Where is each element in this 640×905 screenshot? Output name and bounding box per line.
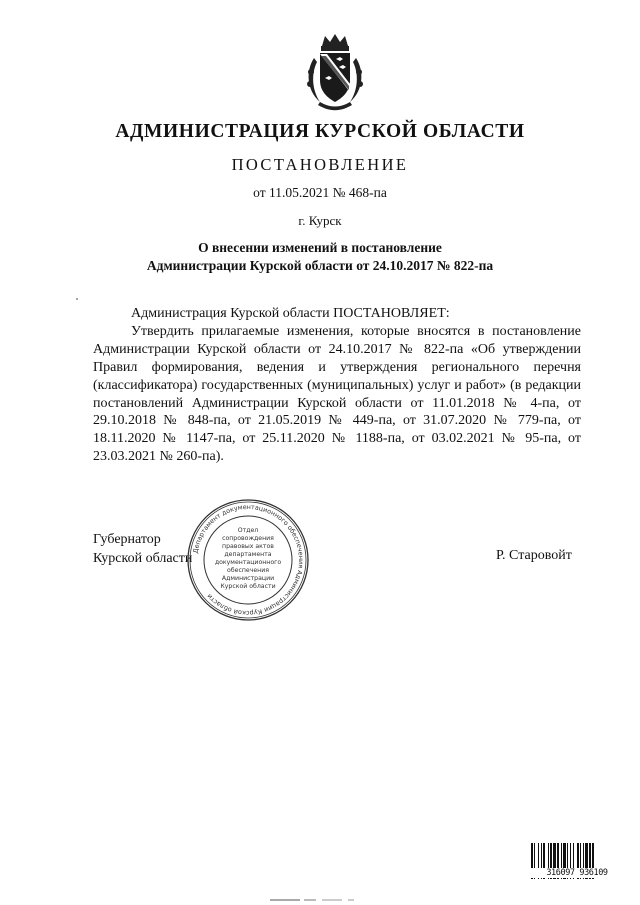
signatory-title [93, 530, 192, 568]
organization-title: АДМИНИСТРАЦИЯ КУРСКОЙ ОБЛАСТИ [115, 121, 525, 142]
stamp-inner-line: Курской области [220, 583, 276, 590]
document-date-number: от 11.05.2021 № 468-па [253, 185, 387, 200]
barcode-number: 316097 936109 [531, 868, 623, 878]
stamp-inner-line: правовых актов [222, 543, 274, 550]
stamp-inner-line: обеспечения [227, 567, 269, 574]
scan-speck [76, 298, 78, 300]
stamp-ring-text: Департамент документационного обеспечения Администрации Курской области [191, 502, 306, 618]
signatory-title-line-1: Губернатор [93, 532, 161, 547]
subject-line-1: О внесении изменений в постановление [198, 240, 442, 255]
footer-scan-mark [270, 898, 380, 902]
stamp-inner-line: департамента [224, 551, 272, 558]
official-stamp [186, 498, 310, 622]
stamp-inner-line: документационного [214, 559, 282, 566]
document-type: ПОСТАНОВЛЕНИЕ [231, 155, 409, 174]
kursk-coat-of-arms-icon [300, 32, 370, 112]
signatory-name: Р. Старовойт [496, 548, 572, 563]
subject-line-2: Администрации Курской области от 24.10.2017 № 822-па [146, 258, 494, 273]
decree-paragraph: Утвердить прилагаемые изменения, которые вносятся в постановление Администрации Курской области от 24.10.2017 № 822-па «Об утверждении Правил формирования, ведения и утверждения регионального перечня (классификатора) государственных (муниципальных) услуг и работ» (в редакции постановлений Администрации Курской области от 11.01.2018 № 4-па, от 29.10.2018 № 848-па, от 21.05.2019 № 449-па, от 31.07.2020 № 779-па, от 18.11.2020 № 1147-па, от 25.11.2020 № 1188-па, от 03.02.2021 № 95-па, от 23.03.2021 № 260-па). [93, 323, 581, 465]
stamp-inner-line: сопровождения [222, 535, 274, 542]
signatory-title-line-2: Курской области [93, 551, 193, 566]
document-city: г. Курск [298, 213, 342, 228]
stamp-inner-line: Отдел [237, 527, 259, 534]
document-body [93, 305, 581, 466]
stamp-inner-line: Администрации [221, 575, 275, 582]
intro-paragraph: Администрация Курской области ПОСТАНОВЛЯЕТ: [131, 306, 450, 321]
